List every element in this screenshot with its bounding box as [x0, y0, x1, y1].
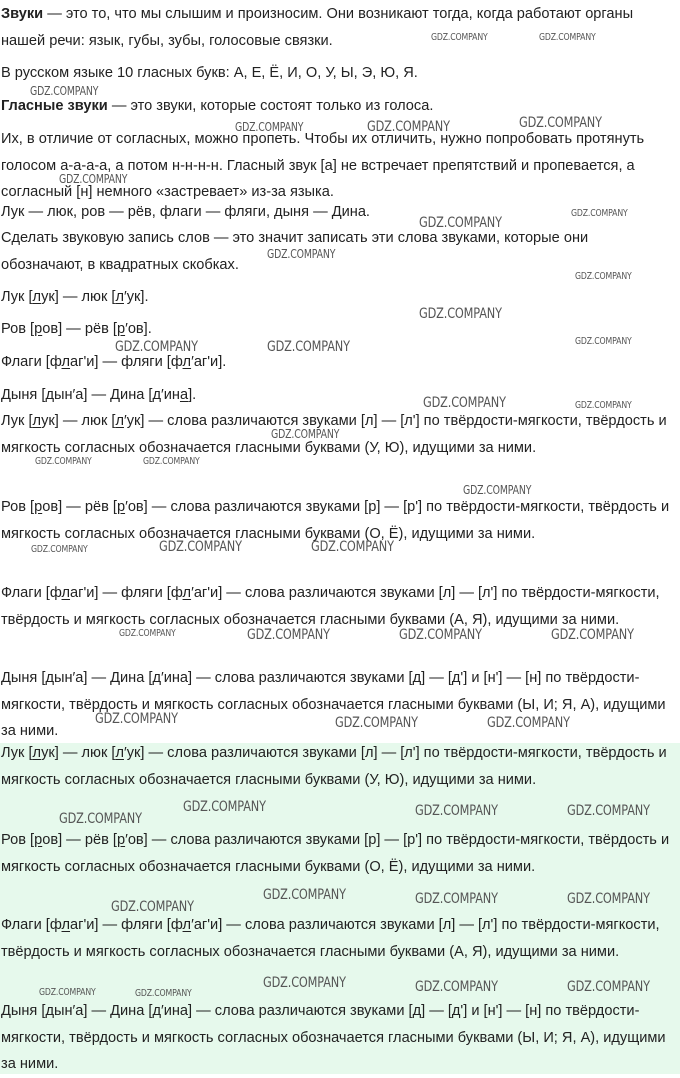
watermark: GDZ.COMPANY	[419, 215, 502, 231]
watermark: GDZ.COMPANY	[235, 120, 304, 134]
watermark: GDZ.COMPANY	[571, 208, 628, 219]
watermark: GDZ.COMPANY	[135, 988, 192, 999]
watermark: GDZ.COMPANY	[487, 715, 570, 731]
watermark: GDZ.COMPANY	[539, 32, 596, 43]
watermark: GDZ.COMPANY	[39, 987, 96, 998]
watermark: GDZ.COMPANY	[30, 84, 99, 98]
watermark: GDZ.COMPANY	[267, 247, 336, 261]
watermark: GDZ.COMPANY	[423, 395, 506, 411]
watermark: GDZ.COMPANY	[567, 979, 650, 995]
transcription-line: Дыня [дын′а] — Дина [д′ина].	[1, 387, 197, 403]
watermark: GDZ.COMPANY	[95, 711, 178, 727]
intro-definition: — это то, что мы слышим и произносим. Они возникают тогда, когда работают органы нашей речи: язык, губы, зубы, голосовые связки.	[1, 6, 634, 49]
watermark: GDZ.COMPANY	[183, 799, 266, 815]
watermark: GDZ.COMPANY	[519, 115, 602, 131]
watermark: GDZ.COMPANY	[59, 172, 128, 186]
answer-paragraph: Дыня [дын′а] — Дина [д′ина] — слова различаются звуками [д] — [д'] и [н'] — [н] по твёрдости-мягкости, твёрдость и мягкость согласных обозначается гласными буквами (Ы, И; Я, А), идущими за ними.	[1, 1003, 666, 1072]
watermark: GDZ.COMPANY	[575, 336, 632, 347]
watermark: GDZ.COMPANY	[575, 400, 632, 411]
term-vowel-sounds: Гласные звуки	[1, 98, 108, 114]
task-paragraph: Сделать звуковую запись слов — это значит записать эти слова звуками, которые они обозначают, в квадратных скобках.	[1, 230, 589, 273]
answer-paragraph: Флаги [флаг'и] — фляги [фл′аг'и] — слова различаются звуками [л] — [л'] по твёрдости-мягкости, твёрдость и мягкость согласных обозначается гласными буквами (А, Я), идущими за ними.	[1, 917, 660, 960]
watermark: GDZ.COMPANY	[415, 891, 498, 907]
analysis-paragraph: Лук [лук] — люк [л′ук] — слова различаются звуками [л] — [л'] по твёрдости-мягкости, твёрдость и мягкость согласных обозначается гласными буквами (У, Ю), идущими за ними.	[1, 413, 667, 456]
watermark: GDZ.COMPANY	[419, 306, 502, 322]
watermark: GDZ.COMPANY	[399, 627, 482, 643]
answer-paragraph: Ров [ров] — рёв [р′ов] — слова различаются звуками [р] — [р'] по твёрдости-мягкости, твёрдость и мягкость согласных обозначается гласными буквами (О, Ё), идущими за ними.	[1, 832, 670, 875]
analysis-paragraph: Флаги [флаг'и] — фляги [фл′аг'и] — слова различаются звуками [л] — [л'] по твёрдости-мягкости, твёрдость и мягкость согласных обозначается гласными буквами (А, Я), идущими за ними.	[1, 585, 660, 628]
watermark: GDZ.COMPANY	[463, 483, 532, 497]
analysis-paragraph: Дыня [дын′а] — Дина [д′ина] — слова различаются звуками [д] — [д'] и [н'] — [н] по твёрдости-мягкости, твёрдость и мягкость согласных обозначается гласными буквами (Ы, И; Я, А), идущими за ними.	[1, 670, 666, 739]
watermark: GDZ.COMPANY	[415, 803, 498, 819]
watermark: GDZ.COMPANY	[263, 887, 346, 903]
answer-paragraph: Лук [лук] — люк [л′ук] — слова различаются звуками [л] — [л'] по твёрдости-мягкости, твёрдость и мягкость согласных обозначается гласными буквами (У, Ю), идущими за ними.	[1, 745, 667, 788]
watermark: GDZ.COMPANY	[247, 627, 330, 643]
watermark: GDZ.COMPANY	[335, 715, 418, 731]
transcription-line: Флаги [флаг'и] — фляги [фл′аг'и].	[1, 354, 227, 370]
watermark: GDZ.COMPANY	[415, 979, 498, 995]
watermark: GDZ.COMPANY	[111, 899, 194, 915]
transcription-line: Ров [ров] — рёв [р′ов].	[1, 321, 152, 337]
vowel-sounds-paragraph	[0, 93, 673, 120]
watermark: GDZ.COMPANY	[263, 975, 346, 991]
watermark: GDZ.COMPANY	[31, 544, 88, 555]
watermark: GDZ.COMPANY	[567, 891, 650, 907]
watermark: GDZ.COMPANY	[159, 539, 242, 555]
watermark: GDZ.COMPANY	[311, 539, 394, 555]
watermark: GDZ.COMPANY	[431, 32, 488, 43]
vowel-sounds-definition: — это звуки, которые состоят только из голоса.	[107, 98, 434, 114]
watermark: GDZ.COMPANY	[143, 456, 200, 467]
vowels-count-paragraph: В русском языке 10 гласных букв: А, Е, Ё, И, О, У, Ы, Э, Ю, Я.	[1, 65, 418, 81]
explanation-paragraph: Их, в отличие от согласных, можно пропеть. Чтобы их отличить, нужно попробовать протянуть голосом а-а-а-а, а потом н-н-н-н. Гласный звук [а] не встречает препятствий и пропевается, а согласный [н] немного «застревает» из-за языка.	[1, 131, 645, 200]
analysis-paragraph: Ров [ров] — рёв [р′ов] — слова различаются звуками [р] — [р'] по твёрдости-мягкости, твёрдость и мягкость согласных обозначается гласными буквами (О, Ё), идущими за ними.	[1, 499, 670, 542]
watermark: GDZ.COMPANY	[567, 803, 650, 819]
term-zvuki: Звуки	[1, 6, 44, 22]
watermark: GDZ.COMPANY	[267, 339, 350, 355]
watermark: GDZ.COMPANY	[551, 627, 634, 643]
watermark: GDZ.COMPANY	[59, 811, 142, 827]
watermark: GDZ.COMPANY	[575, 271, 632, 282]
intro-paragraph	[0, 1, 673, 54]
watermark: GDZ.COMPANY	[367, 119, 450, 135]
word-pairs-paragraph: Лук — люк, ров — рёв, флаги — фляги, дыня — Дина.	[1, 204, 370, 220]
watermark: GDZ.COMPANY	[119, 628, 176, 639]
watermark: GDZ.COMPANY	[35, 456, 92, 467]
transcription-line: Лук [лук] — люк [л′ук].	[1, 289, 149, 305]
watermark: GDZ.COMPANY	[115, 339, 198, 355]
watermark: GDZ.COMPANY	[271, 427, 340, 441]
